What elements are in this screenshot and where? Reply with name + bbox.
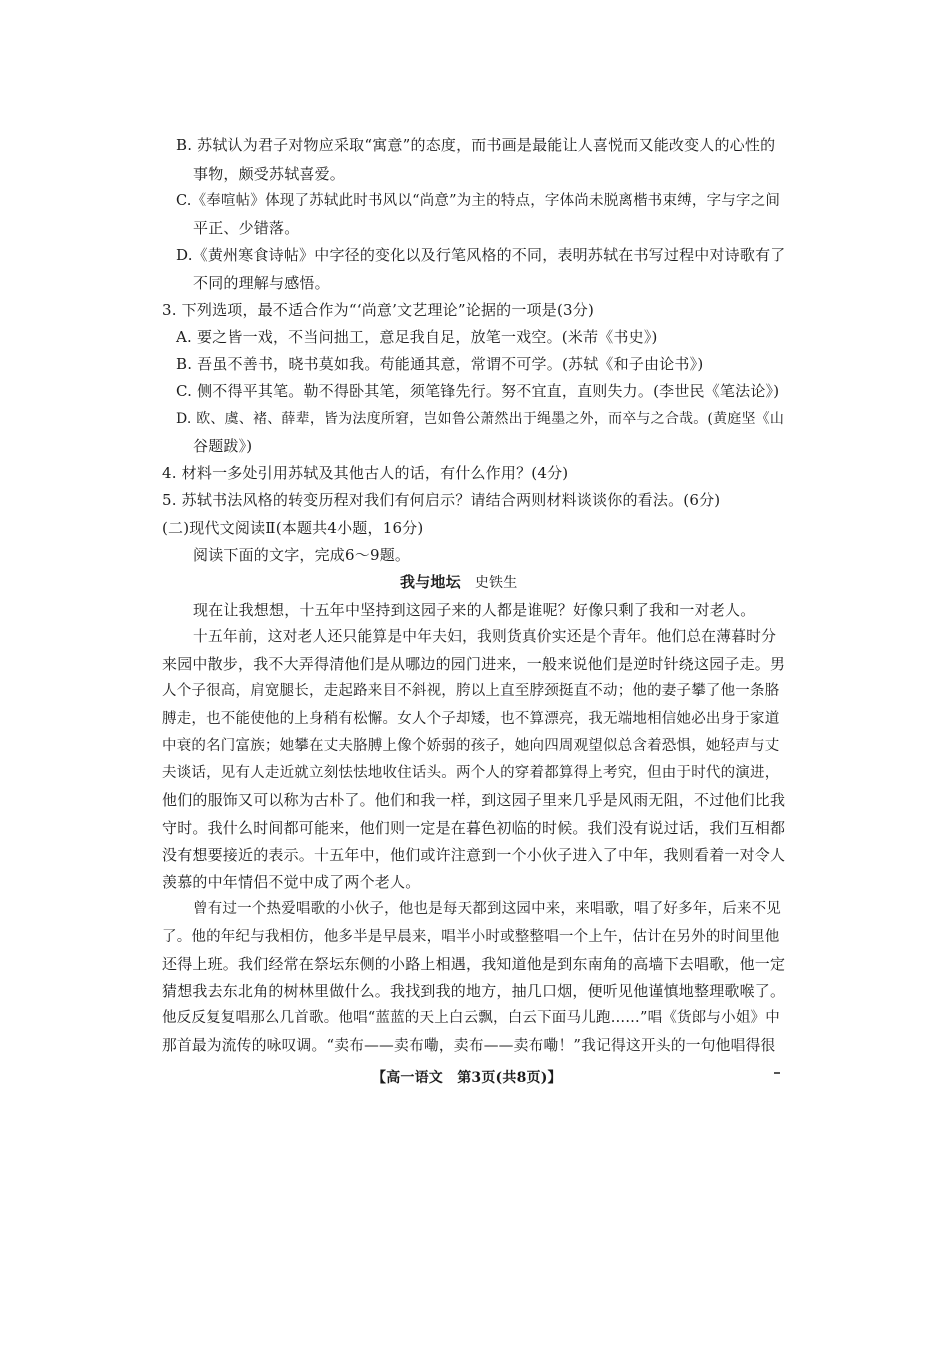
section-heading: (二)现代文阅读Ⅱ(本题共4小题，16分) — [162, 519, 424, 537]
q2-option-d-line1: D.《黄州寒食诗帖》中字径的变化以及行笔风格的不同，表明苏轼在书写过程中对诗歌有了 — [176, 246, 786, 264]
article-line: 没有想要接近的表示。十五年中，他们或许注意到一个小伙子进入了中年，我则看着一对令人 — [162, 846, 786, 864]
q2-option-c-line2: 平正、少错落。 — [193, 219, 300, 237]
article-line: 那首最为流传的咏叹调。“卖布——卖布嘞，卖布——卖布嘞！”我记得这开头的一句他唱得很 — [162, 1037, 776, 1054]
article-title — [400, 572, 517, 593]
article-line: 了。他的年纪与我相仿，他多半是早晨来，唱半小时或整整唱一个上午，估计在另外的时间里他 — [162, 929, 780, 945]
article-line: 他反反复复唱那么几首歌。他唱“蓝蓝的天上白云飘，白云下面马儿跑……”唱《货郎与小姐》中 — [162, 1010, 780, 1026]
q3-option-a: A. 要之皆一戏，不当问拙工，意足我自足，放笔一戏空。(米芾《书史》) — [176, 328, 658, 346]
scan-mark — [774, 1072, 780, 1074]
article-line: 膊走，也不能使他的上身稍有松懈。女人个子却矮，也不算漂亮，我无端地相信她必出身于家道 — [162, 711, 780, 727]
article-line: 他们的服饰又可以称为古朴了。他们和我一样，到这园子里来几乎是风雨无阻，不过他们比我 — [162, 791, 786, 809]
article-title-text: 我与地坛 — [400, 573, 461, 591]
article-line: 羡慕的中年情侣不觉中成了两个老人。 — [162, 873, 421, 891]
q3-option-c: C. 侧不得平其笔。勒不得卧其笔，须笔锋先行。努不宜直，直则失力。(李世民《笔法论》) — [176, 382, 780, 400]
q3-option-d-line2: 谷题跋》) — [193, 437, 253, 455]
article-author: 史铁生 — [474, 575, 518, 591]
reading-instruction: 阅读下面的文字，完成6～9题。 — [193, 546, 411, 564]
article-line: 现在让我想想，十五年中坚持到这园子来的人都是谁呢？好像只剩了我和一对老人。 — [193, 601, 756, 619]
q2-option-b-line2: 事物，颇受苏轼喜爱。 — [193, 165, 346, 183]
article-line: 曾有过一个热爱唱歌的小伙子，他也是每天都到这园中来，来唱歌，唱了好多年，后来不见 — [193, 901, 781, 917]
q3-option-d-line1: D. 欧、虞、褚、薛辈，皆为法度所窘，岂如鲁公萧然出于绳墨之外，而卒与之合哉。(黄庭坚《山 — [176, 411, 785, 427]
q2-option-d-line2: 不同的理解与感悟。 — [193, 274, 330, 292]
article-line: 猜想我去东北角的树林里做什么。我找到我的地方，抽几口烟，便听见他谨慎地整理歌喉了。 — [162, 982, 786, 1000]
q3-stem: 3. 下列选项，最不适合作为“‘尚意’文艺理论”论据的一项是(3分) — [162, 301, 595, 319]
article-line: 中衰的名门富族；她攀在丈夫胳膊上像个娇弱的孩子，她向四周观望似总含着恐惧，她轻声与丈 — [162, 738, 780, 754]
q4: 4. 材料一多处引用苏轼及其他古人的话，有什么作用？(4分) — [162, 464, 569, 482]
q2-option-c-line1: C.《奉喧帖》体现了苏轼此时书风以“尚意”为主的特点，字体尚未脱离楷书束缚，字与字之间 — [176, 193, 781, 209]
q5: 5. 苏轼书法风格的转变历程对我们有何启示？请结合两则材料谈谈你的看法。(6分) — [162, 491, 721, 509]
q2-option-b-line1: B. 苏轼认为君子对物应采取“寓意”的态度，而书画是最能让人喜悦而又能改变人的心性的 — [176, 136, 776, 154]
article-line: 来园中散步，我不大弄得清他们是从哪边的园门进来，一般来说他们是逆时针绕这园子走。男 — [162, 655, 786, 673]
article-line: 人个子很高，肩宽腿长，走起路来目不斜视，胯以上直至脖颈挺直不动；他的妻子攀了他一条胳 — [162, 683, 780, 699]
article-line: 十五年前，这对老人还只能算是中年夫妇，我则货真价实还是个青年。他们总在薄暮时分 — [193, 628, 777, 645]
article-line: 还得上班。我们经常在祭坛东侧的小路上相遇，我知道他是到东南角的高墙下去唱歌，他一定 — [162, 955, 786, 973]
article-line: 夫谈话，见有人走近就立刻怯怯地收住话头。两个人的穿着都算得上考究，但由于时代的演进， — [162, 765, 780, 781]
article-line: 守时。我什么时间都可能来，他们则一定是在暮色初临的时候。我们没有说过话，我们互相都 — [162, 819, 786, 837]
q3-option-b: B. 吾虽不善书，晓书莫如我。苟能通其意，常谓不可学。(苏轼《和子由论书》) — [176, 355, 704, 373]
page-footer: 【高一语文 第3页(共8页)】 — [372, 1070, 562, 1086]
